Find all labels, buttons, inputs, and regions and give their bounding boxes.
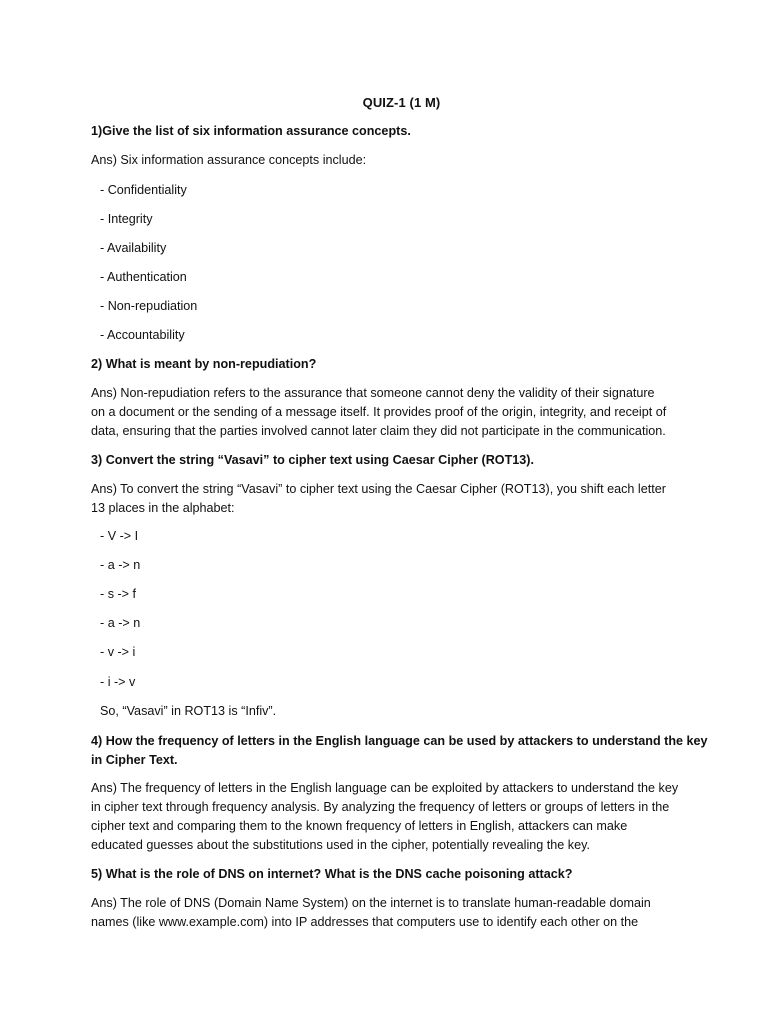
list-item: - s -> f: [100, 587, 137, 601]
answer-4-line: educated guesses about the substitutions used in the cipher, potentially revealing the key.: [91, 838, 590, 852]
answer-1-intro: Ans) Six information assurance concepts include:: [91, 153, 367, 167]
list-item: - a -> n: [100, 616, 141, 630]
list-item: - Confidentiality: [100, 183, 187, 197]
answer-2-line: data, ensuring that the parties involved cannot later claim they did not participate in the communication.: [91, 424, 666, 438]
answer-2-line: Ans) Non-repudiation refers to the assurance that someone cannot deny the validity of their signature: [91, 386, 655, 400]
answer-4-line: cipher text and comparing them to the known frequency of letters in English, attackers can make: [91, 819, 628, 833]
answer-2-line: on a document or the sending of a message itself. It provides proof of the origin, integrity, and receipt of: [91, 405, 667, 419]
question-1: 1)Give the list of six information assurance concepts.: [91, 124, 411, 138]
list-item: - Accountability: [100, 328, 185, 342]
question-4-line: 4) How the frequency of letters in the English language can be used by attackers to understand the key: [91, 734, 708, 748]
question-4-line: in Cipher Text.: [91, 753, 178, 767]
list-item: - i -> v: [100, 675, 136, 689]
answer-4-line: in cipher text through frequency analysis. By analyzing the frequency of letters or groups of letters in the: [91, 800, 670, 814]
list-item: - a -> n: [100, 558, 141, 572]
answer-5-line: names (like www.example.com) into IP addresses that computers use to identify each other on the: [91, 915, 639, 929]
question-3: 3) Convert the string “Vasavi” to cipher text using Caesar Cipher (ROT13).: [91, 453, 534, 467]
question-2: 2) What is meant by non-repudiation?: [91, 357, 317, 371]
list-item: - v -> i: [100, 645, 136, 659]
list-item: - Integrity: [100, 212, 153, 226]
answer-3-line: Ans) To convert the string “Vasavi” to cipher text using the Caesar Cipher (ROT13), you shift each letter: [91, 482, 666, 496]
question-5: 5) What is the role of DNS on internet? What is the DNS cache poisoning attack?: [91, 867, 573, 881]
list-item: - Authentication: [100, 270, 187, 284]
answer-3-line: 13 places in the alphabet:: [91, 501, 235, 515]
list-item: - V -> I: [100, 529, 139, 543]
answer-5-line: Ans) The role of DNS (Domain Name System) on the internet is to translate human-readable domain: [91, 896, 651, 910]
answer-3-conclusion: So, “Vasavi” in ROT13 is “Infiv”.: [100, 704, 277, 718]
answer-4-line: Ans) The frequency of letters in the English language can be exploited by attackers to understand the key: [91, 781, 679, 795]
page-title: QUIZ-1 (1 M): [362, 95, 441, 110]
list-item: - Availability: [100, 241, 167, 255]
list-item: - Non-repudiation: [100, 299, 198, 313]
